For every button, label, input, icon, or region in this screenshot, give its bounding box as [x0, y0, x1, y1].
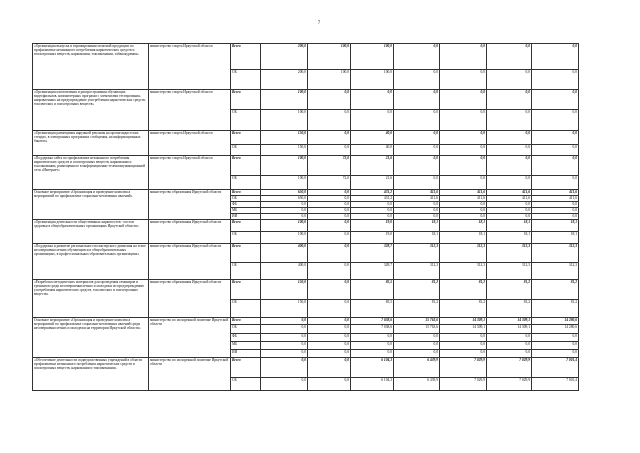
- funding-source-cell: Всего: [231, 190, 261, 196]
- amount-cell: 0,0: [487, 342, 532, 350]
- amount-cell: 0,0: [532, 176, 579, 190]
- amount-cell: 411,6: [394, 190, 440, 196]
- amount-cell: 0,0: [487, 145, 532, 156]
- amount-cell: 0,0: [394, 131, 440, 145]
- amount-cell: 14 309,1: [487, 318, 532, 325]
- amount-cell: 81,2: [394, 280, 440, 300]
- funding-source-cell: ИИ: [231, 350, 261, 358]
- amount-cell: 7 029,9: [487, 358, 532, 378]
- amount-cell: 0,0: [394, 214, 440, 220]
- amount-cell: 411,6: [394, 196, 440, 202]
- amount-cell: 18,1: [532, 220, 579, 232]
- amount-cell: 312,3: [532, 263, 579, 280]
- event-name-cell: «Обеспечение деятельности подведомственных учреждений в области профилактики незаконного потребления наркотических средств и психотропных веществ, наркомании и токсикомании»: [33, 358, 149, 391]
- amount-cell: 100,0: [261, 90, 308, 110]
- amount-cell: 7 038,6: [351, 318, 394, 325]
- amount-cell: 72,0: [308, 176, 351, 190]
- funding-source-cell: ФБ: [231, 334, 261, 342]
- amount-cell: 40,0: [351, 131, 394, 145]
- amount-cell: 0,0: [394, 44, 440, 70]
- amount-cell: 650,0: [261, 190, 308, 196]
- table-row: [33, 156, 579, 176]
- amount-cell: 312,3: [487, 263, 532, 280]
- event-name-cell: «Поддержка и развитие регионального волонтерского движения на этапе несовершеннолетних обучающихся в общеобразовательных организациях, в профессиональных образовательных организациях»: [33, 244, 149, 280]
- amount-cell: 14 309,1: [440, 318, 487, 325]
- amount-cell: 0,0: [532, 90, 579, 110]
- amount-cell: 0,0: [440, 176, 487, 190]
- amount-cell: 0,0: [487, 131, 532, 145]
- amount-cell: 0,0: [308, 232, 351, 244]
- executor-cell: министерство образования Иркутской области: [149, 280, 231, 318]
- amount-cell: 0,0: [532, 44, 579, 70]
- funding-source-cell: МБ: [231, 342, 261, 350]
- amount-cell: 0,0: [394, 90, 440, 110]
- event-name-cell: «Организация размещения наружной рекламы на пропагандистских стендах, в электронных программах сообщения, на информационных бакатах»: [33, 131, 149, 156]
- table-row: [33, 220, 579, 232]
- amount-cell: 312,3: [440, 263, 487, 280]
- amount-cell: 0,0: [261, 378, 308, 391]
- amount-cell: 0,0: [532, 202, 579, 208]
- amount-cell: 0,0: [532, 342, 579, 350]
- amount-cell: 150,0: [261, 145, 308, 156]
- amount-cell: 0,0: [394, 70, 440, 90]
- amount-cell: 6 104,3: [351, 378, 394, 391]
- amount-cell: 6 439,9: [394, 378, 440, 391]
- amount-cell: 0,0: [440, 145, 487, 156]
- amount-cell: 6 104,3: [351, 358, 394, 378]
- amount-cell: 0,0: [394, 176, 440, 190]
- amount-cell: 0,0: [532, 334, 579, 342]
- amount-cell: 0,0: [440, 156, 487, 176]
- executor-cell: министерство образования Иркутской области: [149, 220, 231, 244]
- amount-cell: 0,0: [487, 334, 532, 342]
- amount-cell: 100,0: [261, 176, 308, 190]
- amount-cell: 0,0: [487, 156, 532, 176]
- funding-source-cell: ОБ: [231, 70, 261, 90]
- table-row: [33, 131, 579, 145]
- amount-cell: 100,0: [261, 220, 308, 232]
- amount-cell: 15 763,6: [394, 325, 440, 334]
- table-row: [33, 44, 579, 70]
- amount-cell: 0,0: [394, 156, 440, 176]
- amount-cell: 0,0: [487, 208, 532, 214]
- amount-cell: 650,0: [261, 196, 308, 202]
- amount-cell: 411,6: [487, 196, 532, 202]
- amount-cell: 150,0: [261, 300, 308, 318]
- amount-cell: 14 280,6: [532, 325, 579, 334]
- amount-cell: 0,0: [532, 156, 579, 176]
- amount-cell: 0,0: [440, 208, 487, 214]
- table-row: [33, 318, 579, 325]
- amount-cell: 18,1: [440, 220, 487, 232]
- amount-cell: 0,0: [440, 131, 487, 145]
- amount-cell: 18,1: [532, 232, 579, 244]
- amount-cell: 312,3: [487, 244, 532, 263]
- amount-cell: 0,0: [487, 44, 532, 70]
- funding-source-cell: ОБ: [231, 145, 261, 156]
- amount-cell: 0,0: [261, 325, 308, 334]
- amount-cell: 7 029,9: [487, 378, 532, 391]
- executor-cell: министерство спорта Иркутской области: [149, 156, 231, 190]
- funding-source-cell: Всего: [231, 318, 261, 325]
- amount-cell: 0,0: [351, 90, 394, 110]
- amount-cell: 0,0: [487, 350, 532, 358]
- funding-source-cell: ОБ: [231, 378, 261, 391]
- amount-cell: 72,0: [308, 156, 351, 176]
- amount-cell: 411,6: [440, 190, 487, 196]
- amount-cell: 0,0: [261, 334, 308, 342]
- amount-cell: 0,0: [261, 202, 308, 208]
- amount-cell: 21,6: [351, 156, 394, 176]
- amount-cell: 0,0: [308, 342, 351, 350]
- amount-cell: 0,0: [308, 196, 351, 202]
- amount-cell: 400,0: [261, 263, 308, 280]
- executor-cell: министерство спорта Иркутской области: [149, 90, 231, 131]
- funding-source-cell: Всего: [231, 280, 261, 300]
- amount-cell: 0,0: [261, 342, 308, 350]
- amount-cell: 411,6: [532, 190, 579, 196]
- amount-cell: 7 038,6: [351, 325, 394, 334]
- amount-cell: 150,0: [261, 131, 308, 145]
- amount-cell: 0,0: [261, 350, 308, 358]
- event-name-cell: «Поддержка сайта по профилактике незаконного потребления наркотических средств и психотропных веществ, наркомании и токсикомании, размещенного в информационно-телекоммуникационной сети «Интернет»: [33, 156, 149, 190]
- funding-source-cell: ОБ: [231, 325, 261, 334]
- amount-cell: 0,0: [351, 334, 394, 342]
- amount-cell: 312,3: [394, 244, 440, 263]
- executor-cell: министерство спорта Иркутской области: [149, 131, 231, 156]
- amount-cell: 0,0: [532, 110, 579, 131]
- amount-cell: 431,2: [351, 196, 394, 202]
- amount-cell: 0,0: [308, 190, 351, 196]
- amount-cell: 0,0: [394, 342, 440, 350]
- amount-cell: 0,0: [308, 263, 351, 280]
- amount-cell: 400,0: [261, 244, 308, 263]
- amount-cell: 0,0: [440, 110, 487, 131]
- amount-cell: 18,1: [394, 232, 440, 244]
- amount-cell: 14 309,1: [440, 325, 487, 334]
- funding-source-cell: ОБ: [231, 110, 261, 131]
- page-number: 7: [317, 21, 321, 26]
- amount-cell: 0,0: [532, 214, 579, 220]
- amount-cell: 0,0: [532, 131, 579, 145]
- amount-cell: 0,0: [351, 342, 394, 350]
- amount-cell: 18,1: [440, 232, 487, 244]
- amount-cell: 0,0: [440, 350, 487, 358]
- funding-source-cell: Всего: [231, 156, 261, 176]
- amount-cell: 0,0: [532, 145, 579, 156]
- amount-cell: 21,6: [351, 176, 394, 190]
- amount-cell: 0,0: [308, 318, 351, 325]
- executor-cell: министерство по молодежной политике Иркутской области: [149, 358, 231, 391]
- amount-cell: 0,0: [440, 334, 487, 342]
- amount-cell: 0,0: [308, 334, 351, 342]
- table-row: [33, 90, 579, 110]
- amount-cell: 0,0: [308, 325, 351, 334]
- amount-cell: 18,1: [487, 220, 532, 232]
- amount-cell: 0,0: [487, 202, 532, 208]
- executor-cell: министерство спорта Иркутской области: [149, 44, 231, 90]
- amount-cell: 312,3: [440, 244, 487, 263]
- amount-cell: 200,0: [261, 70, 308, 90]
- amount-cell: 0,0: [308, 358, 351, 378]
- amount-cell: 312,3: [532, 244, 579, 263]
- amount-cell: 411,6: [440, 196, 487, 202]
- amount-cell: 328,7: [351, 263, 394, 280]
- amount-cell: 14 280,6: [532, 318, 579, 325]
- amount-cell: 0,0: [487, 214, 532, 220]
- amount-cell: 0,0: [261, 208, 308, 214]
- event-name-cell: Основное мероприятие «Организация и проведение комплекса мероприятий по профилактике социально-негативных явлений среди несовершеннолетних и молодежи на территории Иркутской области»: [33, 318, 149, 358]
- funding-source-cell: ФБ: [231, 202, 261, 208]
- amount-cell: 0,0: [308, 214, 351, 220]
- amount-cell: 0,0: [394, 350, 440, 358]
- funding-source-cell: ОБ: [231, 176, 261, 190]
- funding-source-cell: Всего: [231, 90, 261, 110]
- amount-cell: 100,0: [261, 110, 308, 131]
- amount-cell: 100,0: [261, 232, 308, 244]
- amount-cell: 6 439,9: [394, 358, 440, 378]
- amount-cell: 0,0: [394, 110, 440, 131]
- amount-cell: 81,2: [394, 300, 440, 318]
- executor-cell: министерство по молодежной политике Иркутской области: [149, 318, 231, 358]
- funding-source-cell: Всего: [231, 131, 261, 145]
- amount-cell: 328,7: [351, 244, 394, 263]
- executor-cell: министерство образования Иркутской области: [149, 190, 231, 220]
- amount-cell: 0,0: [394, 145, 440, 156]
- table-row: [33, 280, 579, 300]
- amount-cell: 0,0: [308, 110, 351, 131]
- table-row: [33, 358, 579, 378]
- funding-source-cell: МБ: [231, 208, 261, 214]
- amount-cell: 0,0: [308, 208, 351, 214]
- funding-source-cell: Всего: [231, 358, 261, 378]
- amount-cell: 100,0: [308, 44, 351, 70]
- amount-cell: 0,0: [261, 358, 308, 378]
- event-name-cell: «Организация деятельности общественных наркопостов - постов здоровья в общеобразовательных организациях Иркутской области»: [33, 220, 149, 244]
- funding-source-cell: ОБ: [231, 263, 261, 280]
- amount-cell: 0,0: [532, 350, 579, 358]
- amount-cell: 0,0: [308, 300, 351, 318]
- funding-source-cell: ОБ: [231, 300, 261, 318]
- amount-cell: 0,0: [487, 70, 532, 90]
- amount-cell: 7 001,4: [532, 378, 579, 391]
- funding-source-cell: ОБ: [231, 232, 261, 244]
- amount-cell: 0,0: [308, 145, 351, 156]
- amount-cell: 0,0: [487, 110, 532, 131]
- amount-cell: 0,0: [351, 208, 394, 214]
- amount-cell: 0,0: [308, 244, 351, 263]
- budget-table: [32, 43, 579, 391]
- amount-cell: 81,2: [532, 280, 579, 300]
- amount-cell: 0,0: [532, 70, 579, 90]
- amount-cell: 0,0: [261, 318, 308, 325]
- amount-cell: 0,0: [308, 350, 351, 358]
- funding-source-cell: ИИ: [231, 214, 261, 220]
- table-row: [33, 244, 579, 263]
- amount-cell: 411,6: [487, 190, 532, 196]
- amount-cell: 81,2: [487, 300, 532, 318]
- amount-cell: 14 309,1: [487, 325, 532, 334]
- event-name-cell: «Разработка методических материалов для проведения семинаров и тренингов среди несовершеннолетних и молодежи по предупреждению употребления наркотических средств, токсических и психотропных веществ»: [33, 280, 149, 318]
- amount-cell: 0,0: [351, 202, 394, 208]
- amount-cell: 0,0: [487, 90, 532, 110]
- amount-cell: 7 001,4: [532, 358, 579, 378]
- amount-cell: 0,0: [308, 220, 351, 232]
- amount-cell: 81,2: [487, 280, 532, 300]
- amount-cell: 0,0: [440, 202, 487, 208]
- amount-cell: 85,5: [351, 300, 394, 318]
- amount-cell: 100,0: [351, 44, 394, 70]
- amount-cell: 7 029,9: [440, 358, 487, 378]
- amount-cell: 0,0: [308, 202, 351, 208]
- amount-cell: 0,0: [394, 202, 440, 208]
- amount-cell: 81,2: [440, 280, 487, 300]
- amount-cell: 85,5: [351, 280, 394, 300]
- amount-cell: 0,0: [261, 214, 308, 220]
- amount-cell: 19,0: [351, 220, 394, 232]
- amount-cell: 150,0: [261, 280, 308, 300]
- amount-cell: 7 029,9: [440, 378, 487, 391]
- amount-cell: 0,0: [440, 70, 487, 90]
- amount-cell: 0,0: [394, 334, 440, 342]
- amount-cell: 40,0: [351, 145, 394, 156]
- amount-cell: 0,0: [487, 176, 532, 190]
- funding-source-cell: Всего: [231, 244, 261, 263]
- amount-cell: 0,0: [394, 208, 440, 214]
- amount-cell: 18,1: [394, 220, 440, 232]
- amount-cell: 19,0: [351, 232, 394, 244]
- amount-cell: 200,0: [261, 44, 308, 70]
- funding-source-cell: ОБ: [231, 196, 261, 202]
- funding-source-cell: Всего: [231, 44, 261, 70]
- amount-cell: 312,3: [394, 263, 440, 280]
- amount-cell: 100,0: [351, 70, 394, 90]
- amount-cell: 0,0: [440, 342, 487, 350]
- amount-cell: 0,0: [440, 90, 487, 110]
- funding-source-cell: Всего: [231, 220, 261, 232]
- amount-cell: 0,0: [351, 350, 394, 358]
- amount-cell: 411,6: [532, 196, 579, 202]
- amount-cell: 0,0: [440, 44, 487, 70]
- amount-cell: 0,0: [351, 214, 394, 220]
- amount-cell: 100,0: [261, 156, 308, 176]
- amount-cell: 431,2: [351, 190, 394, 196]
- amount-cell: 0,0: [351, 110, 394, 131]
- executor-cell: министерство образования Иркутской области: [149, 244, 231, 280]
- amount-cell: 0,0: [440, 214, 487, 220]
- event-name-cell: «Организация изготовления и распространения обучающих видеофильмов, компьютерных программ с элементами тестирования, направленных на предупреждение употребления наркотических средств, токсических и психотропных веществ»: [33, 90, 149, 131]
- amount-cell: 0,0: [308, 280, 351, 300]
- amount-cell: 81,2: [440, 300, 487, 318]
- amount-cell: 0,0: [308, 131, 351, 145]
- amount-cell: 0,0: [308, 90, 351, 110]
- amount-cell: 100,0: [308, 70, 351, 90]
- amount-cell: 0,0: [532, 208, 579, 214]
- amount-cell: 15 763,6: [394, 318, 440, 325]
- amount-cell: 18,1: [487, 232, 532, 244]
- amount-cell: 81,2: [532, 300, 579, 318]
- event-name-cell: «Организация выпуска и тиражирования печатной продукции по профилактике незаконного потребления наркотических средств и психотропных веществ, наркомании, токсикомании, табакокурения»: [33, 44, 149, 90]
- event-name-cell: Основное мероприятие «Организация и проведение комплекса мероприятий по профилактике социально-негативных явлений»: [33, 190, 149, 220]
- amount-cell: 0,0: [308, 378, 351, 391]
